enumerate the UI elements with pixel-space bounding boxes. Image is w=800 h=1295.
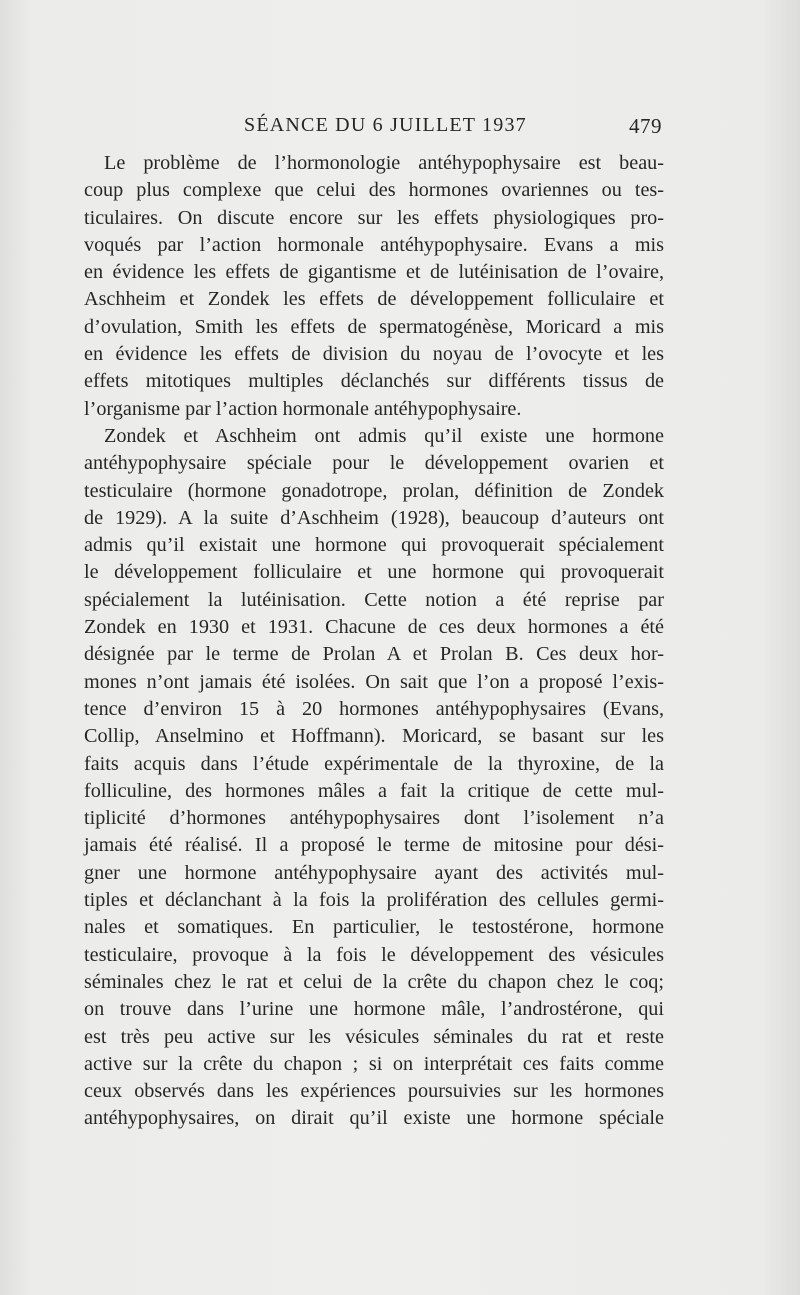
text-line: en évidence les effets de division du noyau de l’ovocyte et les [84,343,664,366]
text-line: faits acquis dans l’étude expérimentale de la thyroxine, de la [84,752,664,775]
text-line: folliculine, des hormones mâles a fait la critique de cette mul- [84,779,664,802]
text-line: en évidence les effets de gigantisme et de lutéinisation de l’ovaire, [84,261,664,284]
running-head: SÉANCE DU 6 JUILLET 1937 [244,114,527,136]
paragraph-2 [84,423,664,1133]
text-line: d’ovulation, Smith les effets de spermatogénèse, Moricard a mis [84,315,664,338]
text-line: jamais été réalisé. Il a proposé le terme de mitosine pour dési- [84,834,664,857]
text-line: antéhypophysaires, on dirait qu’il existe une hormone spéciale [84,1107,664,1130]
text-line: testiculaire, provoque à la fois le développement des vésicules [84,943,664,966]
body-text [84,150,664,1133]
page-header [84,114,662,140]
text-line: ticulaires. On discute encore sur les effets physiologiques pro- [84,206,664,229]
text-line: gner une hormone antéhypophysaire ayant des activités mul- [84,861,664,884]
text-line: de 1929). A la suite d’Aschheim (1928), beaucoup d’auteurs ont [84,506,664,529]
text-line: le développement folliculaire et une hormone qui provoquerait [84,561,664,584]
text-line: voqués par l’action hormonale antéhypophysaire. Evans a mis [84,233,664,256]
text-line: effets mitotiques multiples déclanchés sur différents tissus de [84,370,664,393]
text-line: nales et somatiques. En particulier, le testostérone, hormone [84,916,664,939]
text-line: tence d’environ 15 à 20 hormones antéhypophysaires (Evans, [84,697,664,720]
text-line: tiples et déclanchant à la fois la prolifération des cellules germi- [84,889,664,912]
text-line: spécialement la lutéinisation. Cette notion a été reprise par [84,588,664,611]
text-line: admis qu’il existait une hormone qui provoquerait spécialement [84,534,664,557]
text-line: coup plus complexe que celui des hormones ovariennes ou tes- [84,179,664,202]
paragraph-1 [84,150,664,423]
text-line: séminales chez le rat et celui de la crête du chapon chez le coq; [84,970,664,993]
text-line: Le problème de l’hormonologie antéhypophysaire est beau- [104,152,664,174]
text-line: active sur la crête du chapon ; si on interprétait ces faits comme [84,1052,664,1075]
text-line: est très peu active sur les vésicules séminales du rat et reste [84,1025,664,1048]
text-line: ceux observés dans les expériences poursuivies sur les hormones [84,1080,664,1103]
text-line: Zondek en 1930 et 1931. Chacune de ces deux hormones a été [84,616,664,639]
text-line: on trouve dans l’urine une hormone mâle, l’androstérone, qui [84,998,664,1021]
text-line: antéhypophysaire spéciale pour le développement ovarien et [84,452,664,475]
text-line: Zondek et Aschheim ont admis qu’il existe une hormone [104,424,664,447]
text-line: testiculaire (hormone gonadotrope, prolan, définition de Zondek [84,479,664,502]
text-line: l’organisme par l’action hormonale antéhypophysaire. [84,397,522,420]
text-line: Aschheim et Zondek les effets de développement folliculaire et [84,288,664,311]
page-number: 479 [629,114,662,138]
text-line: tiplicité d’hormones antéhypophysaires dont l’isolement n’a [84,807,664,830]
text-line: désignée par le terme de Prolan A et Prolan B. Ces deux hor- [84,643,664,666]
text-line: mones n’ont jamais été isolées. On sait que l’on a proposé l’exis- [84,670,664,693]
text-line: Collip, Anselmino et Hoffmann). Moricard, se basant sur les [84,725,664,748]
